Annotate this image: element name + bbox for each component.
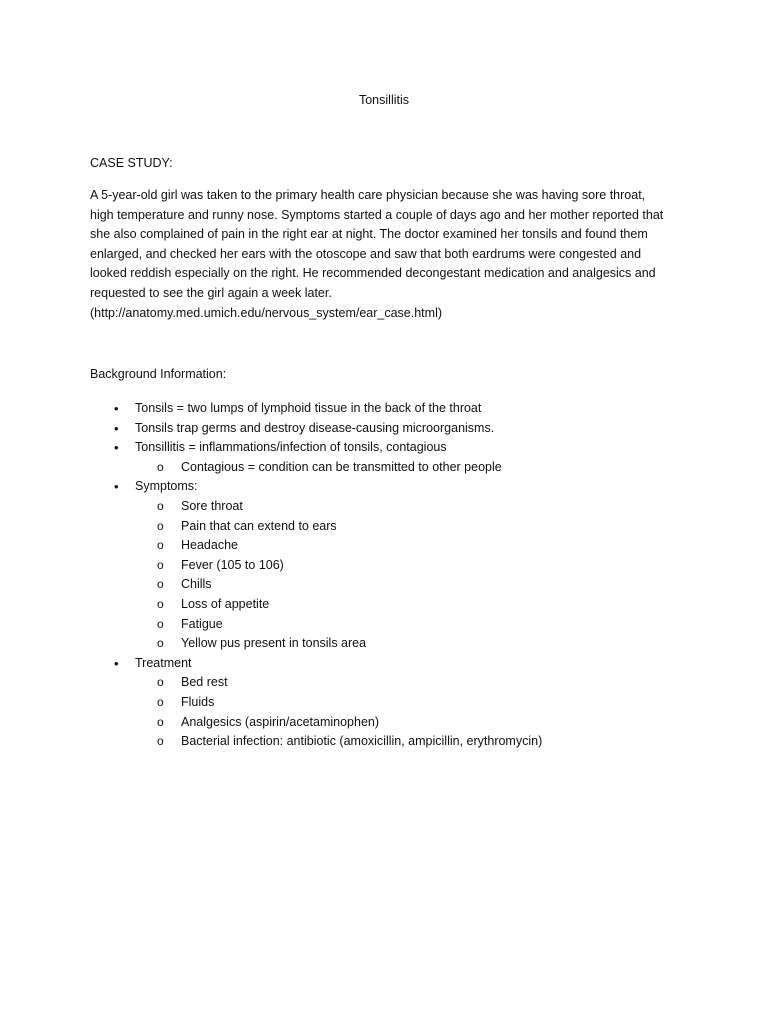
bullet-marker: • bbox=[114, 655, 119, 671]
bullet-text: Tonsillitis = inflammations/infection of tonsils, contagious bbox=[135, 440, 447, 455]
sub-bullet-marker: o bbox=[157, 557, 164, 572]
bullet-text: Treatment bbox=[135, 655, 192, 670]
sub-bullet-marker: o bbox=[157, 596, 164, 611]
sub-bullet-marker: o bbox=[157, 616, 164, 631]
sub-bullet-item bbox=[0, 732, 768, 752]
sub-bullet-marker: o bbox=[157, 675, 164, 690]
sub-bullet-marker: o bbox=[157, 518, 164, 533]
sub-bullet-text: Bacterial infection: antibiotic (amoxicillin, ampicillin, erythromycin) bbox=[181, 734, 543, 749]
sub-bullet-marker: o bbox=[157, 694, 164, 709]
case-study-line: high temperature and runny nose. Symptoms started a couple of days ago and her mother reported that bbox=[90, 207, 664, 222]
case-study-line: looked reddish especially on the right. He recommended decongestant medication and analgesics and bbox=[90, 266, 656, 281]
sub-bullet-text: Analgesics (aspirin/acetaminophen) bbox=[181, 714, 380, 729]
background-bullet-list bbox=[0, 399, 768, 752]
bullet-text: Tonsils = two lumps of lymphoid tissue in the back of the throat bbox=[135, 401, 482, 415]
bullet-marker: • bbox=[114, 440, 119, 456]
sub-bullet-marker: o bbox=[157, 498, 164, 513]
sub-bullet-text: Fatigue bbox=[181, 616, 223, 631]
sub-bullet-text: Sore throat bbox=[181, 498, 243, 513]
sub-bullet-marker: o bbox=[157, 636, 164, 651]
bullet-marker: • bbox=[114, 420, 119, 436]
background-heading: Background Information: bbox=[90, 367, 227, 381]
bullet-item bbox=[0, 477, 768, 497]
case-study-line: A 5-year-old girl was taken to the primary health care physician because she was having sore throat, bbox=[90, 188, 646, 202]
bullet-text: Symptoms: bbox=[135, 479, 198, 494]
bullet-item bbox=[0, 654, 768, 674]
sub-bullet-item bbox=[0, 615, 768, 635]
sub-bullet-text: Chills bbox=[181, 577, 212, 592]
sub-bullet-text: Pain that can extend to ears bbox=[181, 518, 337, 533]
bullet-marker: • bbox=[114, 479, 119, 495]
sub-bullet-item bbox=[0, 517, 768, 537]
sub-bullet-item bbox=[0, 536, 768, 556]
case-study-line: enlarged, and checked her ears with the otoscope and saw that both eardrums were congested and bbox=[90, 246, 642, 261]
bullet-item bbox=[0, 399, 768, 419]
sub-bullet-text: Contagious = condition can be transmitted to other people bbox=[181, 459, 502, 474]
sub-bullet-item bbox=[0, 693, 768, 713]
bullet-marker: • bbox=[114, 401, 119, 416]
sub-bullet-marker: o bbox=[157, 714, 164, 729]
sub-bullet-text: Yellow pus present in tonsils area bbox=[181, 636, 367, 651]
sub-bullet-text: Headache bbox=[181, 538, 238, 553]
sub-bullet-item bbox=[0, 713, 768, 733]
sub-bullet-item bbox=[0, 595, 768, 615]
sub-bullet-item bbox=[0, 556, 768, 576]
case-study-heading: CASE STUDY: bbox=[90, 156, 173, 170]
bullet-item bbox=[0, 438, 768, 458]
sub-bullet-marker: o bbox=[157, 577, 164, 592]
case-study-line: requested to see the girl again a week later. bbox=[90, 285, 332, 300]
case-study-paragraph bbox=[90, 186, 690, 323]
sub-bullet-marker: o bbox=[157, 538, 164, 553]
source-citation: (http://anatomy.med.umich.edu/nervous_system/ear_case.html) bbox=[90, 305, 443, 320]
sub-bullet-item bbox=[0, 673, 768, 693]
sub-bullet-text: Bed rest bbox=[181, 675, 228, 690]
sub-bullet-text: Fever (105 to 106) bbox=[181, 557, 284, 572]
sub-bullet-item bbox=[0, 575, 768, 595]
document-title: Tonsillitis bbox=[358, 93, 409, 107]
sub-bullet-marker: o bbox=[157, 459, 164, 474]
bullet-item bbox=[0, 419, 768, 439]
sub-bullet-text: Loss of appetite bbox=[181, 596, 270, 611]
sub-bullet-text: Fluids bbox=[181, 694, 215, 709]
sub-bullet-item bbox=[0, 458, 768, 478]
sub-bullet-item bbox=[0, 497, 768, 517]
bullet-text: Tonsils trap germs and destroy disease-causing microorganisms. bbox=[135, 420, 495, 435]
case-study-line: she also complained of pain in the right ear at night. The doctor examined her tonsils and found them bbox=[90, 227, 648, 242]
sub-bullet-marker: o bbox=[157, 734, 164, 749]
sub-bullet-item bbox=[0, 634, 768, 654]
